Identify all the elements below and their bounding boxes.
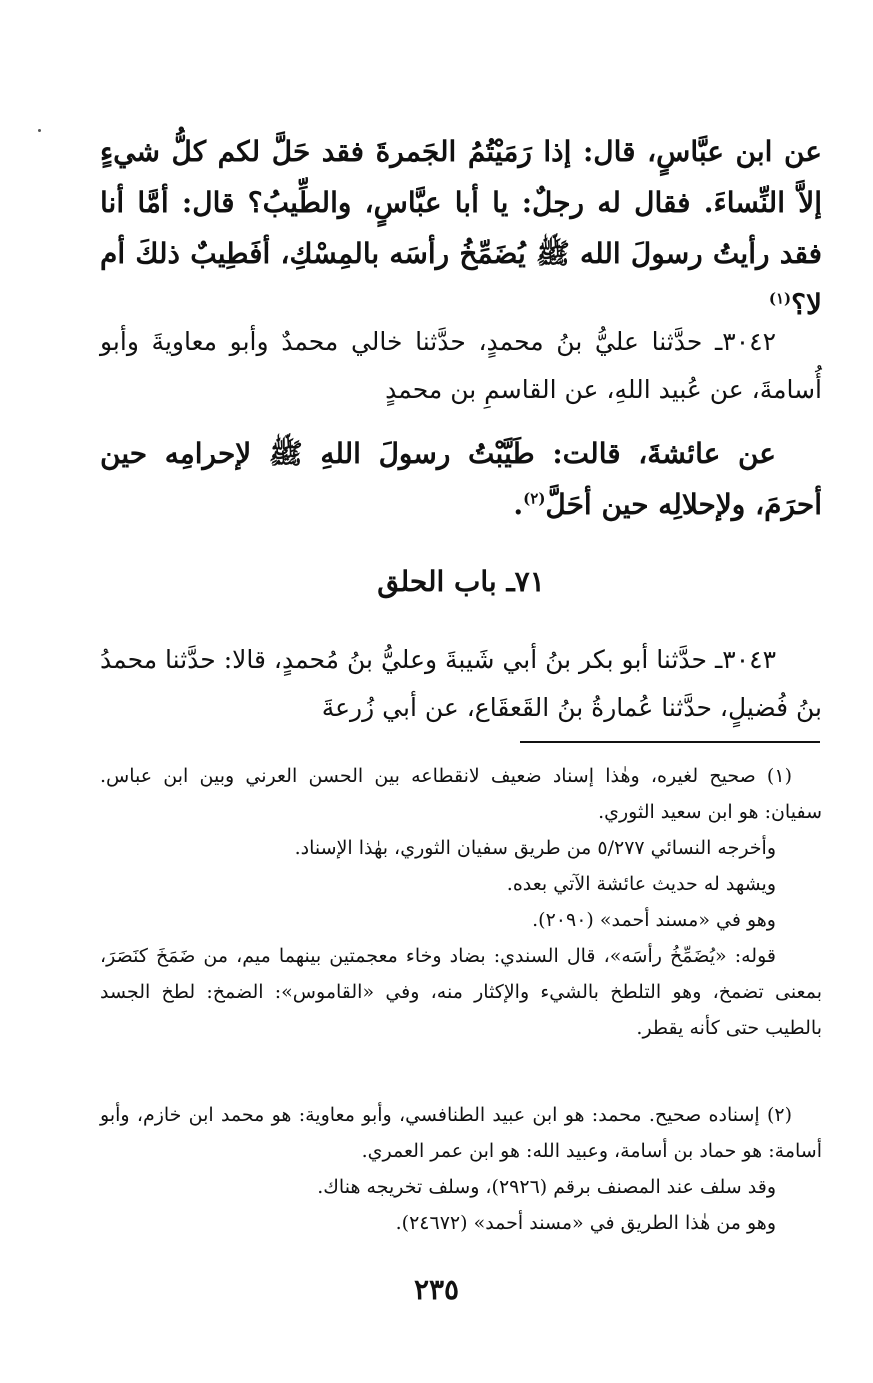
page-number: ٢٣٥ [413,1273,460,1306]
footnote-1-line: ويشهد له حديث عائشة الآتي بعده. [506,873,776,895]
hadith-3042-isnad: ٣٠٤٢ـ حدَّثنا عليُّ بنُ محمدٍ، حدَّثنا خالي محمدٌ وأبو معاويةَ وأبو أُسامةَ، عن عُبيد اللهِ، عن القاسمِ بن محمدٍ [100,327,822,404]
footnote-1 [100,758,822,1046]
footnote-2-line: وقد سلف عند المصنف برقم (٢٩٢٦)، وسلف تخريجه هناك. [317,1176,776,1198]
footnote-divider [520,741,820,743]
footnote-2-line: (٢) إسناده صحيح. محمد: هو ابن عبيد الطنافسي، وأبو معاوية: هو محمد ابن خازم، وأبو أسامة: هو حماد بن أسامة، وعبيد الله: هو ابن عمر العمري. [100,1104,822,1162]
hadith-3042-text: عن عائشةَ، قالت: طَيَّبْتُ رسولَ اللهِ ﷺ لإحرامِه حين أحرَمَ، ولإحلالِه حين أحَلَّ [100,437,822,521]
footnote-1-line: وهو في «مسند أحمد» (٢٠٩٠). [532,909,776,931]
hadith-3042-matn [100,428,822,530]
hadith-3042-end: . [513,488,524,521]
hadith-3043-isnad: ٣٠٤٣ـ حدَّثنا أبو بكر بنُ أبي شَيبةَ وعليُّ بنُ مُحمدٍ، قالا: حدَّثنا محمدُ بنُ فُضيلٍ، حدَّثنا عُمارةُ بنُ القَعقَاع، عن أبي زُرعةَ [100,645,822,722]
margin-dot [38,129,41,132]
hadith-3041-matn [100,126,822,330]
footnote-1-line: (١) صحيح لغيره، وهٰذا إسناد ضعيف لانقطاعه بين الحسن العرني وبين ابن عباس. سفيان: هو ابن سعيد الثوري. [100,765,822,823]
footnote-2 [100,1097,822,1241]
hadith-3041-text: عن ابن عبَّاسٍ، قال: إذا رَمَيْتُمُ الجَمرةَ فقد حَلَّ لكم كلُّ شيءٍ إلاَّ النِّساءَ. فقال له رجلٌ: يا أبا عبَّاسٍ، والطِّيبُ؟ قال: أمَّا أنا فقد رأيتُ رسولَ الله ﷺ يُضَمِّخُ رأسَه بالمِسْكِ، أفَطِيبٌ ذلكَ أم لا؟ [100,135,823,321]
footnote-ref-2[interactable]: (٢) [523,489,546,508]
chapter-title: ٧١ـ باب الحلق [377,565,545,598]
footnote-ref-1[interactable]: (١) [768,289,792,308]
footnote-1-line: وأخرجه النسائي ٥/٢٧٧ من طريق سفيان الثوري، بهٰذا الإسناد. [294,837,776,859]
footnote-2-line: وهو من هٰذا الطريق في «مسند أحمد» (٢٤٦٧٢). [395,1212,776,1234]
footnote-1-line: قوله: «يُضَمِّخُ رأسَه»، قال السندي: بضاد وخاء معجمتين بينهما ميم، من ضَمَخَ كنَصَرَ، بمعنى تضمخ، وهو التلطخ بالشيء والإكثار منه، وفي «القاموس»: الضمخ: لطخ الجسد بالطيب حتى كأنه يقطر. [100,945,822,1039]
